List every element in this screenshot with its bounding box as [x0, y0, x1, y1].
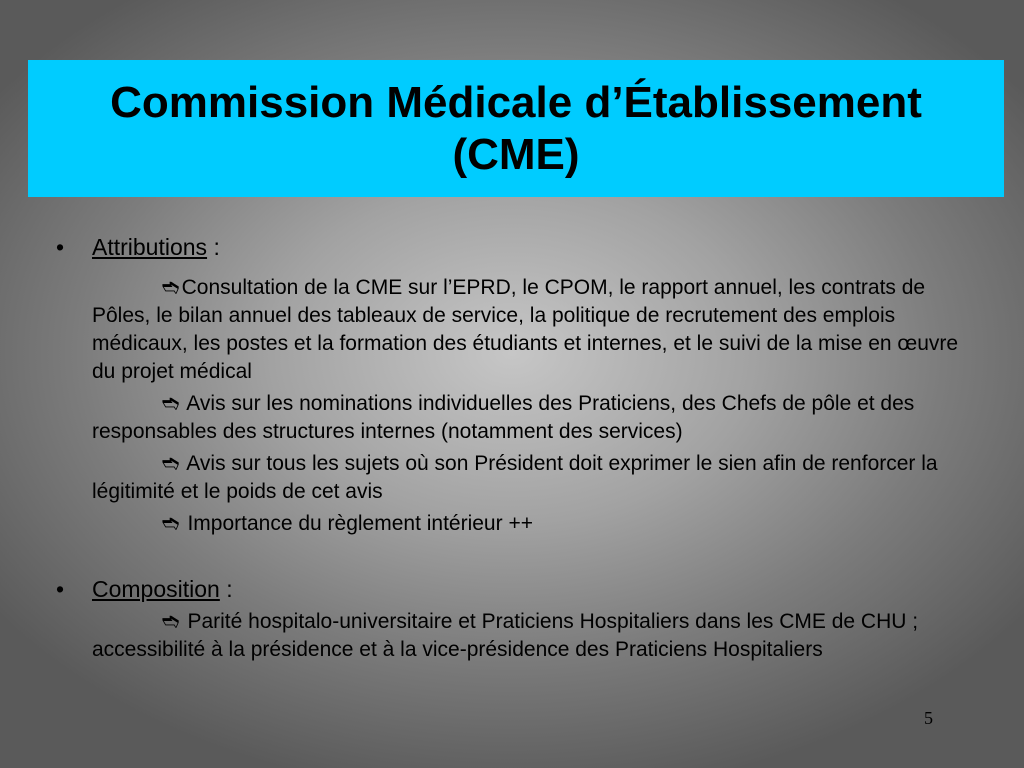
list-item-text: Parité hospitalo-universitaire et Praticiens Hospitaliers dans les CME de CHU ; accessibilité à la présidence et à la vice-présidence des Praticiens Hospitaliers — [92, 610, 919, 661]
list-item — [92, 390, 986, 446]
arrow-icon: ➬ — [162, 512, 180, 535]
bullet-dot: • — [56, 234, 65, 260]
arrow-icon: ➬ — [162, 452, 180, 475]
slide-title-line-2: (CME) — [452, 129, 580, 179]
slide-body — [56, 232, 986, 664]
list-item — [92, 274, 986, 386]
list-item — [92, 450, 986, 506]
slide-title-line-1: Commission Médicale d’Établissement — [110, 77, 922, 127]
list-item — [92, 510, 986, 538]
list-item-text: Consultation de la CME sur l’EPRD, le CPOM, le rapport annuel, les contrats de Pôles, le bilan annuel des tableaux de service, la politique de recrutement des emplois médicaux, les postes et la formation des étudiants et internes, et le suivi de la mise en œuvre du projet médical — [92, 276, 959, 383]
slide-title-box — [28, 60, 1004, 197]
list-item — [92, 608, 986, 664]
section-heading-composition: Composition — [92, 576, 220, 602]
section-composition — [56, 574, 986, 604]
list-item-text: Importance du règlement intérieur ++ — [181, 512, 533, 535]
list-item-text: Avis sur tous les sujets où son Président doit exprimer le sien afin de renforcer la légitimité et le poids de cet avis — [92, 452, 938, 503]
bullet-dot: • — [56, 576, 65, 602]
arrow-icon: ➬ — [162, 276, 180, 299]
section-heading-suffix: : — [219, 576, 233, 602]
section-heading-attributions: Attributions — [92, 234, 208, 260]
list-item-text: Avis sur les nominations individuelles des Praticiens, des Chefs de pôle et des responsables des structures internes (notamment des services) — [92, 392, 915, 443]
arrow-icon: ➬ — [162, 392, 180, 415]
page-number: 5 — [924, 708, 933, 728]
arrow-icon: ➬ — [162, 610, 180, 633]
section-attributions — [56, 232, 986, 262]
section-heading-suffix: : — [207, 234, 220, 260]
